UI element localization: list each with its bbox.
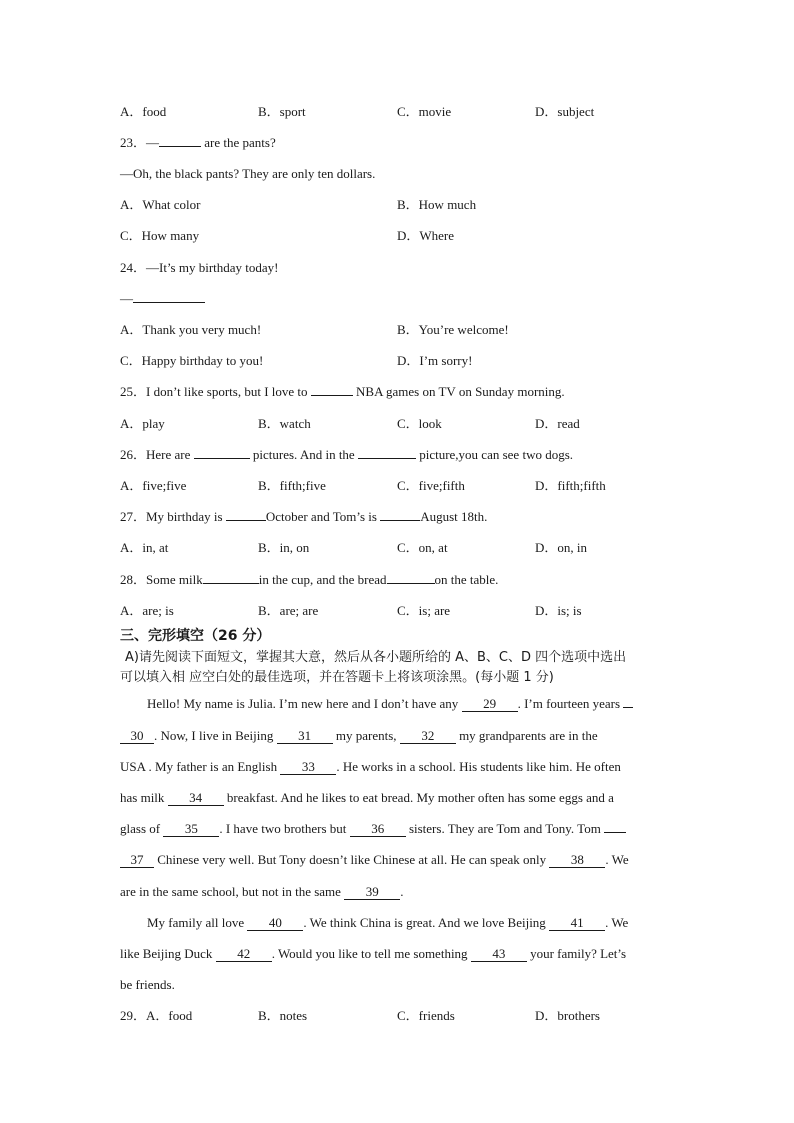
passage-text: your family? Let’s bbox=[526, 946, 627, 961]
q27-text-2: October and Tom’s is bbox=[265, 509, 381, 524]
blank-33: 33 bbox=[280, 760, 336, 775]
q27-option-d: D．on, in bbox=[535, 540, 588, 555]
blank-30: 30 bbox=[120, 729, 154, 744]
q28-stem bbox=[120, 572, 498, 588]
section-heading: 三、完形填空（26 分） bbox=[120, 628, 271, 644]
q26-option-b: B．fifth;five bbox=[258, 478, 326, 493]
q24-option-c: C．Happy birthday to you! bbox=[120, 353, 264, 368]
passage-text: My family all love bbox=[147, 915, 248, 930]
passage-line-5 bbox=[120, 821, 626, 837]
q28-text-1: 28．Some milk bbox=[120, 572, 203, 587]
q26-text-3: picture,you can see two dogs. bbox=[415, 447, 574, 462]
q25-option-a: A．play bbox=[120, 416, 165, 431]
blank-42: 42 bbox=[216, 947, 272, 962]
q24-blank bbox=[133, 302, 205, 303]
passage-text: Hello! My name is Julia. I’m new here and I don’t have any bbox=[147, 696, 462, 711]
q25-text-before: 25．I don’t like sports, but I love to bbox=[120, 384, 311, 399]
passage-text: . I’m fourteen years bbox=[517, 696, 624, 711]
passage-text: my grandparents are in the bbox=[455, 728, 598, 743]
q23-option-c: C．How many bbox=[120, 228, 200, 243]
blank-40: 40 bbox=[247, 916, 303, 931]
q25-option-d: D．read bbox=[535, 416, 580, 431]
passage-text: . We bbox=[605, 852, 629, 867]
blank-35: 35 bbox=[163, 822, 219, 837]
passage-text: . bbox=[400, 884, 404, 899]
q25-option-b: B．watch bbox=[258, 416, 311, 431]
passage-line-3 bbox=[120, 759, 621, 775]
passage-text: USA . My father is an English bbox=[120, 759, 281, 774]
q27-text-1: 27．My birthday is bbox=[120, 509, 226, 524]
q28-option-d: D．is; is bbox=[535, 603, 582, 618]
q24-stem: 24．—It’s my birthday today! bbox=[120, 260, 279, 275]
passage-line-9 bbox=[120, 946, 626, 962]
passage-line-7 bbox=[120, 884, 403, 900]
blank-37: 37 bbox=[120, 853, 154, 868]
passage-text: . We bbox=[605, 915, 629, 930]
q25-stem bbox=[120, 384, 565, 400]
q25-option-c: C．look bbox=[397, 416, 442, 431]
q28-text-3: on the table. bbox=[434, 572, 499, 587]
q23-option-b: B．How much bbox=[397, 197, 477, 212]
q27-option-b: B．in, on bbox=[258, 540, 310, 555]
passage-text: like Beijing Duck bbox=[120, 946, 216, 961]
passage-text: has milk bbox=[120, 790, 168, 805]
q28-text-2: in the cup, and the bread bbox=[258, 572, 387, 587]
passage-line-1 bbox=[147, 696, 633, 712]
passage-text: . We think China is great. And we love Beijing bbox=[303, 915, 550, 930]
section-instructions-line1: A)请先阅读下面短文，掌握其大意，然后从各小题所给的 A、B、C、D 四个选项中选出 bbox=[125, 650, 627, 665]
blank-29: 29 bbox=[462, 697, 518, 712]
blank-43: 43 bbox=[471, 947, 527, 962]
q28-option-c: C．is; are bbox=[397, 603, 451, 618]
q27-option-c: C．on, at bbox=[397, 540, 448, 555]
passage-text: Chinese very well. But Tony doesn’t like Chinese at all. He can speak only bbox=[154, 852, 550, 867]
passage-line-4 bbox=[120, 790, 614, 806]
q26-option-d: D．fifth;fifth bbox=[535, 478, 606, 493]
blank-36: 36 bbox=[350, 822, 406, 837]
q27-blank-2 bbox=[380, 520, 420, 521]
q26-text-2: pictures. And in the bbox=[249, 447, 358, 462]
passage-text: breakfast. And he likes to eat bread. My mother often has some eggs and a bbox=[223, 790, 614, 805]
q26-option-c: C．five;fifth bbox=[397, 478, 465, 493]
q29-option-c: C．friends bbox=[397, 1008, 455, 1023]
q22-option-d: D．subject bbox=[535, 104, 595, 119]
passage-text: my parents, bbox=[332, 728, 400, 743]
passage-line-2 bbox=[120, 728, 598, 744]
q23-stem bbox=[120, 135, 276, 151]
section-instructions-line2: 可以填入相 应空白处的最佳选项，并在答题卡上将该项涂黑。(每小题 1 分) bbox=[120, 670, 554, 685]
q28-blank-1 bbox=[203, 583, 259, 584]
passage-text: are in the same school, but not in the same bbox=[120, 884, 345, 899]
q25-blank bbox=[311, 395, 353, 396]
blank-39: 39 bbox=[344, 885, 400, 900]
q26-text-1: 26．Here are bbox=[120, 447, 194, 462]
blank-41: 41 bbox=[549, 916, 605, 931]
passage-line-10: be friends. bbox=[120, 977, 175, 992]
q23-reply: —Oh, the black pants? They are only ten dollars. bbox=[120, 166, 376, 181]
blank-38: 38 bbox=[549, 853, 605, 868]
passage-text: . Would you like to tell me something bbox=[271, 946, 471, 961]
q23-stem-text: are the pants? bbox=[201, 135, 276, 150]
q29-option-d: D．brothers bbox=[535, 1008, 600, 1023]
q22-option-b: B．sport bbox=[258, 104, 306, 119]
q24-option-b: B．You’re welcome! bbox=[397, 322, 509, 337]
q24-option-a: A．Thank you very much! bbox=[120, 322, 262, 337]
q28-option-b: B．are; are bbox=[258, 603, 319, 618]
q23-blank bbox=[159, 146, 201, 147]
q26-blank-2 bbox=[358, 458, 416, 459]
blank-34: 34 bbox=[168, 791, 224, 806]
q24-reply bbox=[120, 291, 205, 307]
q22-option-c: C．movie bbox=[397, 104, 452, 119]
q28-blank-2 bbox=[387, 583, 435, 584]
q22-option-a: A．food bbox=[120, 104, 167, 119]
passage-text: glass of bbox=[120, 821, 164, 836]
blank-31: 31 bbox=[277, 729, 333, 744]
passage-line-6 bbox=[120, 852, 629, 868]
blank-32: 32 bbox=[400, 729, 456, 744]
q29-option-a: 29．A．food bbox=[120, 1008, 193, 1023]
q24-option-d: D．I’m sorry! bbox=[397, 353, 473, 368]
q23-number: 23．— bbox=[120, 135, 160, 150]
q26-stem bbox=[120, 447, 573, 463]
q26-blank-1 bbox=[194, 458, 250, 459]
passage-text: . I have two brothers but bbox=[219, 821, 350, 836]
passage-text: . He works in a school. His students like him. He often bbox=[336, 759, 621, 774]
q23-option-d: D．Where bbox=[397, 228, 455, 243]
passage-text: sisters. They are Tom and Tony. Tom bbox=[405, 821, 605, 836]
q26-option-a: A．five;five bbox=[120, 478, 187, 493]
q27-text-3: August 18th. bbox=[420, 509, 488, 524]
q23-option-a: A．What color bbox=[120, 197, 201, 212]
q29-option-b: B．notes bbox=[258, 1008, 308, 1023]
passage-line-8 bbox=[147, 915, 628, 931]
q27-stem bbox=[120, 509, 487, 525]
blank-37-start bbox=[604, 832, 626, 833]
q28-option-a: A．are; is bbox=[120, 603, 174, 618]
passage-text: . Now, I live in Beijing bbox=[154, 728, 277, 743]
q25-text-after: NBA games on TV on Sunday morning. bbox=[352, 384, 565, 399]
q24-reply-dash: — bbox=[120, 291, 133, 306]
q27-blank-1 bbox=[226, 520, 266, 521]
blank-30-start bbox=[623, 707, 633, 708]
q27-option-a: A．in, at bbox=[120, 540, 169, 555]
